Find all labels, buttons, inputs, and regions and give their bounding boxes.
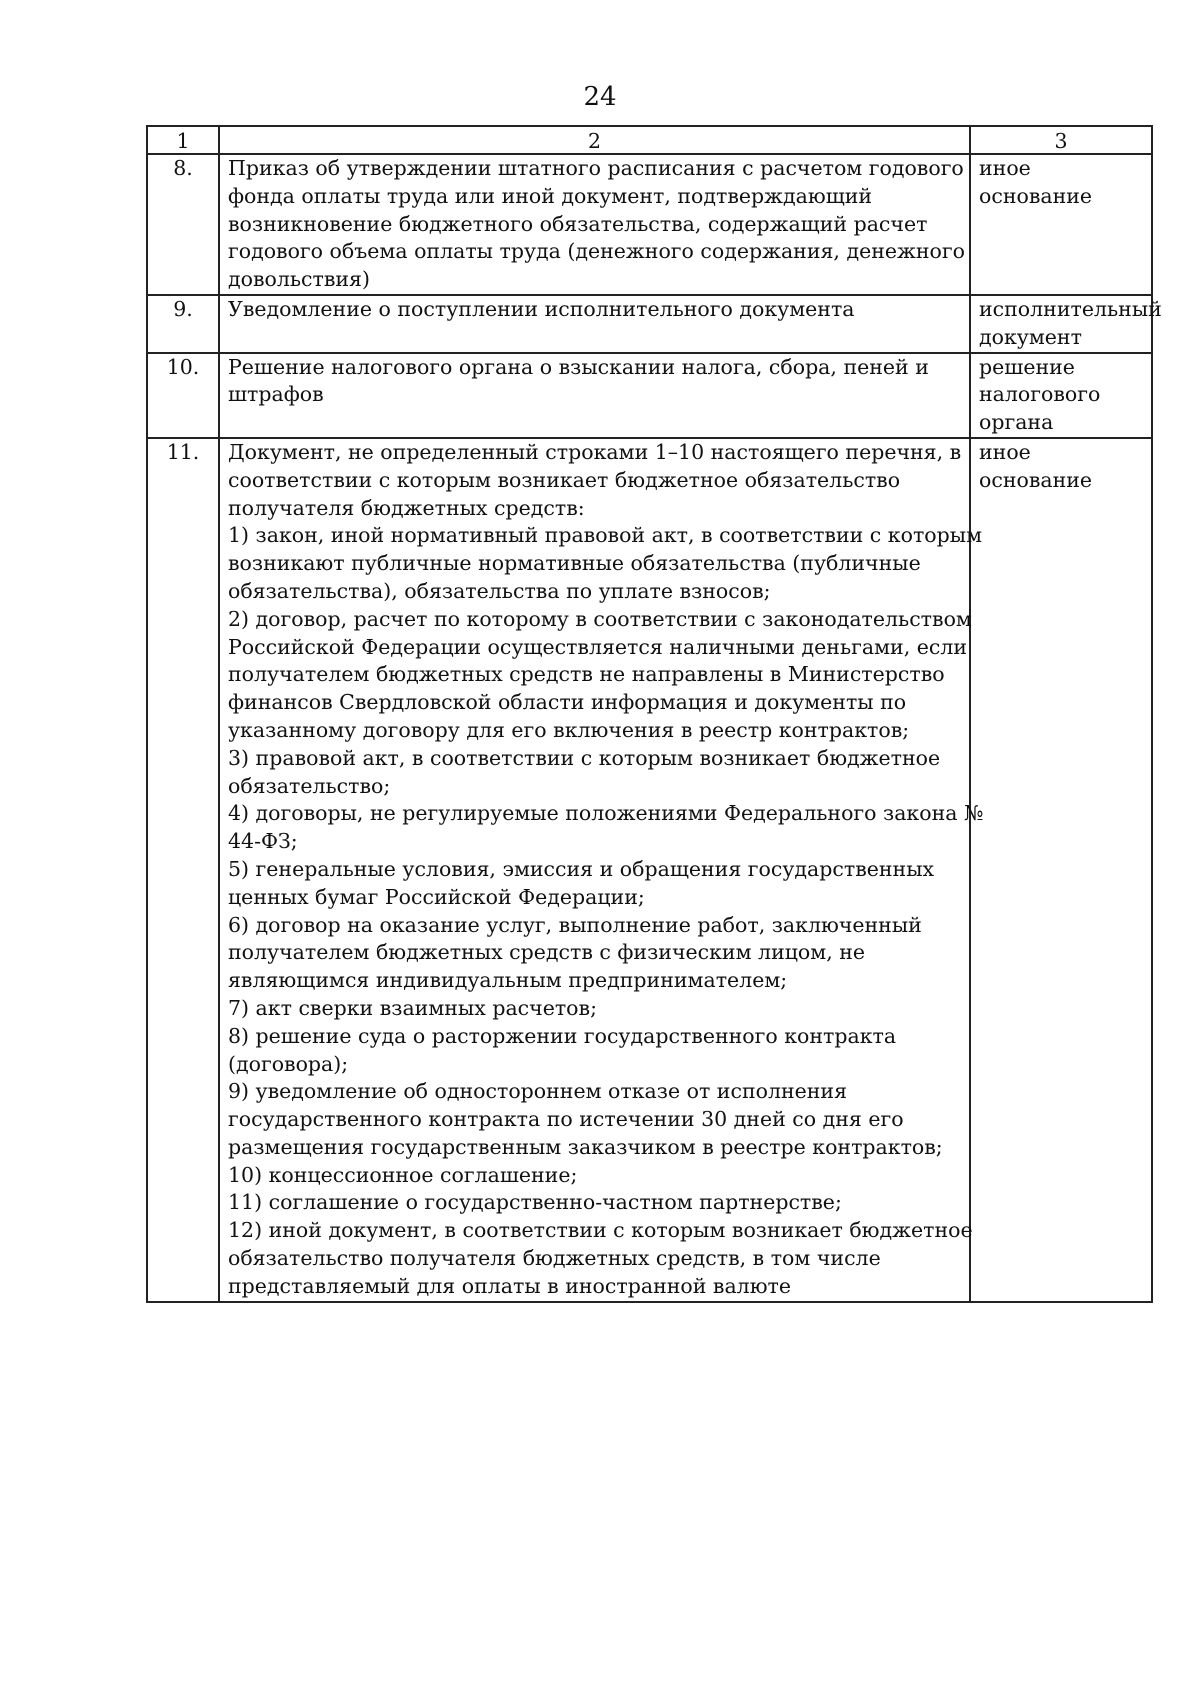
document-line: 3) правовой акт, в соответствии с которым возникает бюджетное xyxy=(228,745,941,770)
document-line: довольствия) xyxy=(228,267,370,292)
document-line: 6) договор на оказание услуг, выполнение работ, заключенный xyxy=(228,912,922,937)
document-line: возникают публичные нормативные обязательства (публичные xyxy=(228,551,921,576)
document-line: являющимся индивидуальным предпринимателем; xyxy=(228,968,788,993)
document-line: 4) договоры, не регулируемые положениями Федерального закона № xyxy=(228,801,984,826)
basis-line: органа xyxy=(979,410,1054,435)
basis-type xyxy=(970,438,1152,1302)
table-row xyxy=(147,353,1152,438)
basis-type xyxy=(970,154,1152,295)
document-line: (договора); xyxy=(228,1051,349,1076)
row-number: 10. xyxy=(147,353,219,438)
document-line: обязательство получателя бюджетных средств, в том числе xyxy=(228,1246,881,1271)
header-col-1: 1 xyxy=(147,126,219,154)
document-line: 5) генеральные условия, эмиссия и обращения государственных xyxy=(228,856,935,881)
table-row xyxy=(147,438,1152,1302)
document-line: указанному договору для его включения в реестр контрактов; xyxy=(228,717,910,742)
document-line: финансов Свердловской области информация и документы по xyxy=(228,690,907,715)
document-line: 9) уведомление об одностороннем отказе от исполнения xyxy=(228,1079,848,1104)
document-description xyxy=(219,438,984,1302)
header-col-3: 3 xyxy=(970,126,1152,154)
row-number: 9. xyxy=(147,295,219,353)
document-line: соответствии с которым возникает бюджетное обязательство xyxy=(228,467,901,492)
document-line: 2) договор, расчет по которому в соответствии с законодательством xyxy=(228,606,972,631)
header-col-2: 2 xyxy=(219,126,970,154)
table-header-row xyxy=(147,126,1152,154)
document-description xyxy=(219,295,970,353)
document-description xyxy=(219,154,970,295)
basis-type xyxy=(970,295,1162,353)
table-row xyxy=(147,295,1152,353)
document-line: государственного контракта по истечении 30 дней со дня его xyxy=(228,1107,904,1132)
document-line: 7) акт сверки взаимных расчетов; xyxy=(228,995,597,1020)
document-line: возникновение бюджетного обязательства, содержащий расчет xyxy=(228,211,928,236)
basis-line: налогового xyxy=(979,382,1101,407)
document-line: получателем бюджетных средств с физическим лицом, не xyxy=(228,940,866,965)
document-line: 10) концессионное соглашение; xyxy=(228,1162,578,1187)
basis-line: иное основание xyxy=(979,156,1093,208)
document-line: представляемый для оплаты в иностранной валюте xyxy=(228,1273,792,1298)
document-line: получателем бюджетных средств не направлены в Министерство xyxy=(228,662,945,687)
document-line: ценных бумаг Российской Федерации; xyxy=(228,884,645,909)
document-line: 44-ФЗ; xyxy=(228,829,298,854)
document-line: размещения государственным заказчиком в реестре контрактов; xyxy=(228,1134,943,1159)
row-number: 11. xyxy=(147,438,219,1302)
document-line: Приказ об утверждении штатного расписания с расчетом годового xyxy=(228,156,964,180)
document-line: обязательство; xyxy=(228,773,391,798)
basis-type xyxy=(970,353,1152,438)
document-line: 11) соглашение о государственно-частном партнерстве; xyxy=(228,1190,842,1215)
document-line: штрафов xyxy=(228,382,324,407)
document-description xyxy=(219,353,970,438)
basis-line: исполнительный xyxy=(979,296,1162,321)
document-line: годового объема оплаты труда (денежного содержания, денежного xyxy=(228,239,965,264)
document-line: фонда оплаты труда или иной документ, подтверждающий xyxy=(228,183,873,208)
document-line: 12) иной документ, в соответствии с которым возникает бюджетное xyxy=(228,1218,973,1243)
row-number: 8. xyxy=(147,154,219,295)
document-line: Документ, не определенный строками 1–10 настоящего перечня, в xyxy=(228,439,962,464)
basis-line: документ xyxy=(979,324,1082,349)
table-body xyxy=(147,126,1162,1302)
document-line: Решение налогового органа о взыскании налога, сбора, пеней и xyxy=(228,354,929,379)
document-line: 8) решение суда о расторжении государственного контракта xyxy=(228,1023,897,1048)
document-line: обязательства), обязательства по уплате взносов; xyxy=(228,578,771,603)
document-line: Российской Федерации осуществляется наличными деньгами, если xyxy=(228,634,968,659)
basis-line: иное основание xyxy=(979,439,1093,492)
document-line: Уведомление о поступлении исполнительного документа xyxy=(228,296,855,321)
document-basis-table xyxy=(146,125,1162,1303)
document-line: 1) закон, иной нормативный правовой акт, в соответствии с которым xyxy=(228,523,983,548)
page-number: 24 xyxy=(583,82,617,112)
document-line: получателя бюджетных средств: xyxy=(228,495,585,520)
basis-line: решение xyxy=(979,354,1075,379)
table-row xyxy=(147,154,1152,295)
